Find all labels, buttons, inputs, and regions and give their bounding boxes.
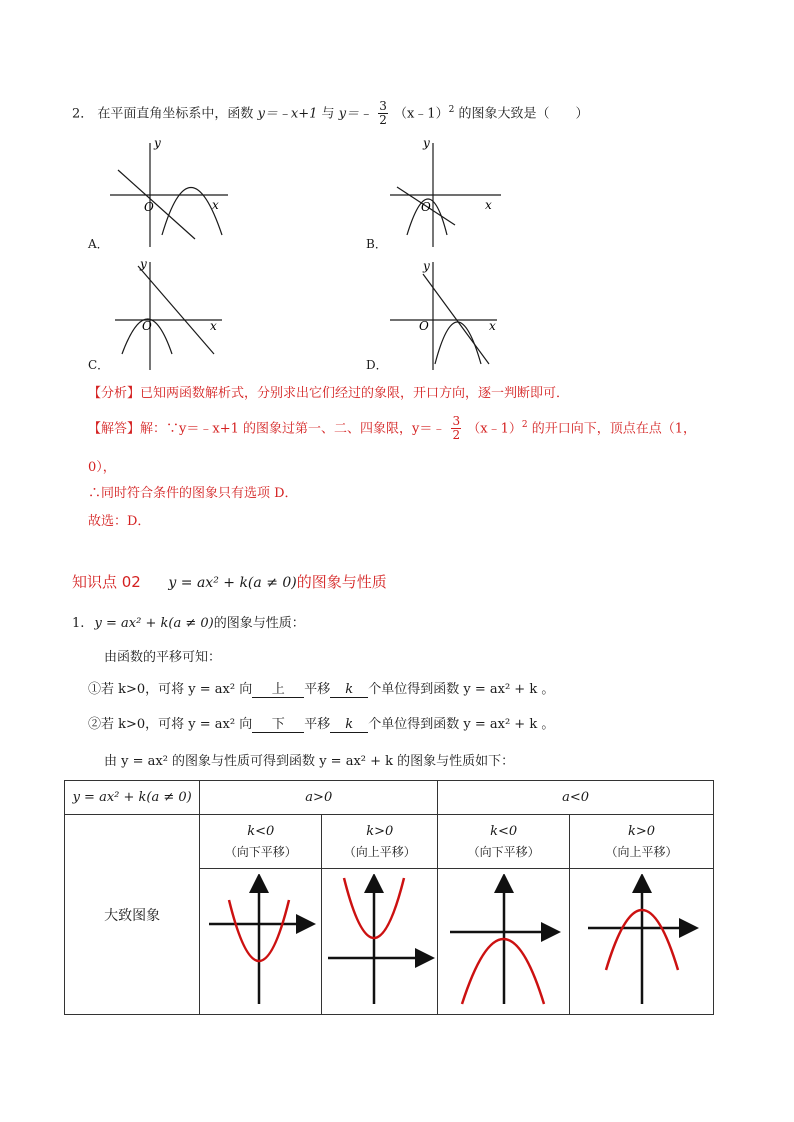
- analysis-text: 已知两函数解析式，分别求出它们经过的象限，开口方向，逐一判断即可．: [140, 386, 570, 401]
- question-text-b: 与: [321, 106, 339, 122]
- answer-exp: 2: [521, 420, 528, 430]
- question-f2-post: （x﹣1）: [393, 106, 449, 122]
- rule-2: [88, 713, 554, 733]
- conclusion-line: 由 y = ax² 的图象与性质可得到函数 y = ax² + k 的图象与性质如下：: [104, 754, 515, 769]
- rule2-mid: 平移: [304, 717, 331, 732]
- axis-x-label: x: [212, 198, 219, 212]
- col-header: k>0 （向上平移）: [322, 815, 438, 869]
- col-header: k>0 （向上平移）: [570, 815, 714, 869]
- answer-line-3: ∴同时符合条件的图象只有选项 D．: [88, 486, 298, 501]
- answer-post: 的开口向下，顶点在点（1，: [527, 421, 697, 437]
- knowledge-suffix: 的图象与性质: [296, 573, 387, 591]
- graph-up-kneg: [205, 874, 317, 1010]
- graph-up-kpos: [324, 874, 436, 1010]
- question-fraction: $\frac{3}{2}$: [379, 99, 387, 128]
- axis-y-label: y: [423, 259, 430, 273]
- intro-line: 由函数的平移可知：: [104, 650, 222, 665]
- axis-x-label: x: [210, 319, 217, 333]
- graph-cell: [200, 869, 322, 1015]
- answer-fraction: $\frac{3}{2}$: [452, 414, 461, 443]
- graph-d: [385, 258, 525, 373]
- question-number: 2．: [72, 106, 94, 122]
- question-exp: 2: [448, 105, 455, 115]
- option-b-label: B．: [366, 237, 387, 251]
- rule1-post: 个单位得到函数 y = ax² + k 。: [368, 682, 555, 697]
- rule1-mid: 平移: [304, 682, 331, 697]
- rule1-pre: ①若 k>0，可将 y = ax² 向: [88, 682, 253, 697]
- question-text-a: 在平面直角坐标系中，函数: [97, 106, 258, 122]
- graph-cell: [570, 869, 714, 1015]
- origin-label: O: [142, 319, 152, 333]
- row-label: 大致图象: [65, 815, 200, 1015]
- rule2-post: 个单位得到函数 y = ax² + k 。: [368, 717, 555, 732]
- graph-c: [110, 258, 250, 373]
- question-f1: y＝﹣x+1: [257, 106, 318, 122]
- rule2-blank-direction: 下: [252, 713, 304, 733]
- rule1-blank-direction: 上: [252, 678, 304, 698]
- properties-table: [64, 780, 714, 1015]
- answer-tag: 【解答】: [88, 421, 141, 437]
- point1-line: [72, 612, 305, 631]
- option-d-label: D．: [366, 358, 388, 372]
- header-a-negative: a<0: [438, 781, 714, 815]
- analysis-line: [88, 382, 569, 401]
- answer-line-4: 故选：D．: [88, 514, 151, 529]
- graph-cell: [438, 869, 570, 1015]
- col-header: k<0 （向下平移）: [438, 815, 570, 869]
- point1-text: 的图象与性质：: [213, 616, 305, 631]
- rule2-blank-amount: k: [330, 717, 368, 733]
- col-header: k<0 （向下平移）: [200, 815, 322, 869]
- rule-1: [88, 678, 554, 698]
- question-line: [72, 100, 588, 127]
- origin-label: O: [419, 319, 429, 333]
- graph-b: [385, 135, 525, 250]
- point1-number: 1.: [72, 616, 85, 631]
- table-corner: y = ax² + k(a ≠ 0): [65, 781, 200, 815]
- graph-down-kpos: [584, 874, 700, 1010]
- knowledge-formula: y = ax² + k(a ≠ 0): [168, 575, 297, 591]
- rule1-blank-amount: k: [330, 682, 368, 698]
- answer-pre: 解：∵y＝﹣x+1 的图象过第一、二、四象限，y＝﹣: [140, 421, 446, 437]
- axis-x-label: x: [485, 198, 492, 212]
- knowledge-prefix: 知识点 02: [72, 573, 141, 591]
- answer-mid: （x﹣1）: [467, 421, 522, 437]
- answer-line-2: 0），: [88, 460, 116, 475]
- point1-formula: y = ax² + k(a ≠ 0): [94, 616, 214, 631]
- question-f2-pre: y＝﹣: [338, 106, 373, 122]
- origin-label: O: [144, 200, 154, 214]
- knowledge-heading: [72, 571, 387, 592]
- answer-line-1: [88, 410, 696, 444]
- graph-a: [110, 135, 250, 250]
- axis-y-label: y: [154, 136, 161, 150]
- rule2-pre: ②若 k>0，可将 y = ax² 向: [88, 717, 253, 732]
- origin-label: O: [421, 200, 431, 214]
- axis-y-label: y: [140, 258, 147, 271]
- axis-y-label: y: [423, 136, 430, 150]
- question-text-c: 的图象大致是（ ）: [458, 106, 589, 122]
- analysis-tag: 【分析】: [88, 386, 141, 401]
- graph-cell: [322, 869, 438, 1015]
- header-a-positive: a>0: [200, 781, 438, 815]
- graph-down-kneg: [446, 874, 562, 1010]
- option-a-label: A．: [88, 237, 109, 251]
- axis-x-label: x: [489, 319, 496, 333]
- option-c-label: C．: [88, 358, 110, 372]
